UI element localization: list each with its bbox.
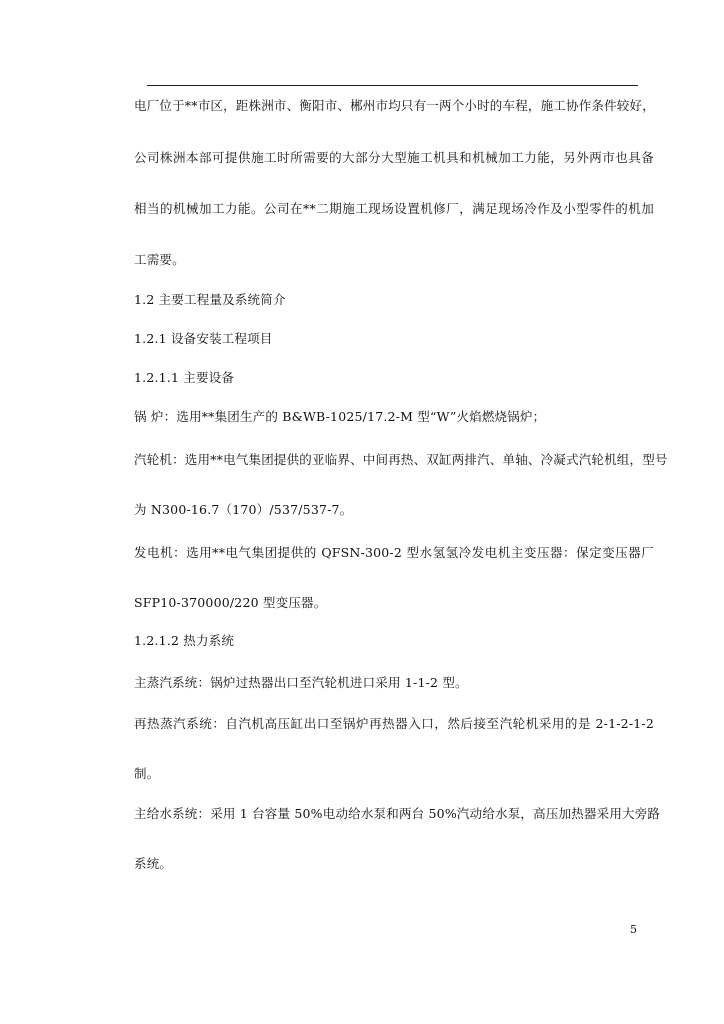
paragraph-line-3: 相当的机械加工力能。公司在**二期施工现场设置机修厂，满足现场冷作及小型零件的机加 xyxy=(134,201,654,216)
feedwater-line: 主给水系统：采用 1 台容量 50%电动给水泵和两台 50%汽动给水泵，高压加热器采用大旁路 xyxy=(134,806,661,821)
header-rule xyxy=(147,85,638,86)
paragraph-line-1: 电厂位于**市区，距株洲市、衡阳市、郴州市均只有一两个小时的车程，施工协作条件较好， xyxy=(134,98,655,113)
main-steam-line: 主蒸汽系统：锅炉过热器出口至汽轮机进口采用 1-1-2 型。 xyxy=(134,675,468,690)
paragraph-line-4: 工需要。 xyxy=(134,252,185,267)
section-heading-1-2-1: 1.2.1 设备安装工程项目 xyxy=(134,331,273,346)
reheat-steam-line: 再热蒸汽系统：自汽机高压缸出口至锅炉再热器入口，然后接至汽轮机采用的是 2-1-2-1-2 xyxy=(134,716,654,731)
feedwater-line-end: 系统。 xyxy=(134,856,173,871)
page-number: 5 xyxy=(630,923,637,936)
paragraph-line-2: 公司株洲本部可提供施工时所需要的大部分大型施工机具和机械加工力能，另外两市也具备 xyxy=(134,150,654,165)
generator-line: 发电机：选用**电气集团提供的 QFSN-300-2 型水氢氢冷发电机主变压器：保定变压器厂 xyxy=(134,545,654,560)
reheat-steam-line-end: 制。 xyxy=(134,766,160,781)
section-heading-1-2-1-2: 1.2.1.2 热力系统 xyxy=(134,633,235,648)
turbine-line: 汽轮机：选用**电气集团提供的亚临界、中间再热、双缸两排汽、单轴、冷凝式汽轮机组，型号 xyxy=(134,452,668,467)
turbine-model-line: 为 N300-16.7（170）/537/537-7。 xyxy=(134,502,353,517)
section-heading-1-2: 1.2 主要工程量及系统简介 xyxy=(134,292,286,307)
section-heading-1-2-1-1: 1.2.1.1 主要设备 xyxy=(134,370,235,385)
transformer-line: SFP10-370000/220 型变压器。 xyxy=(134,595,327,610)
boiler-line: 锅 炉：选用**集团生产的 B&WB-1025/17.2-M 型“W”火焰燃烧锅炉； xyxy=(134,409,546,424)
